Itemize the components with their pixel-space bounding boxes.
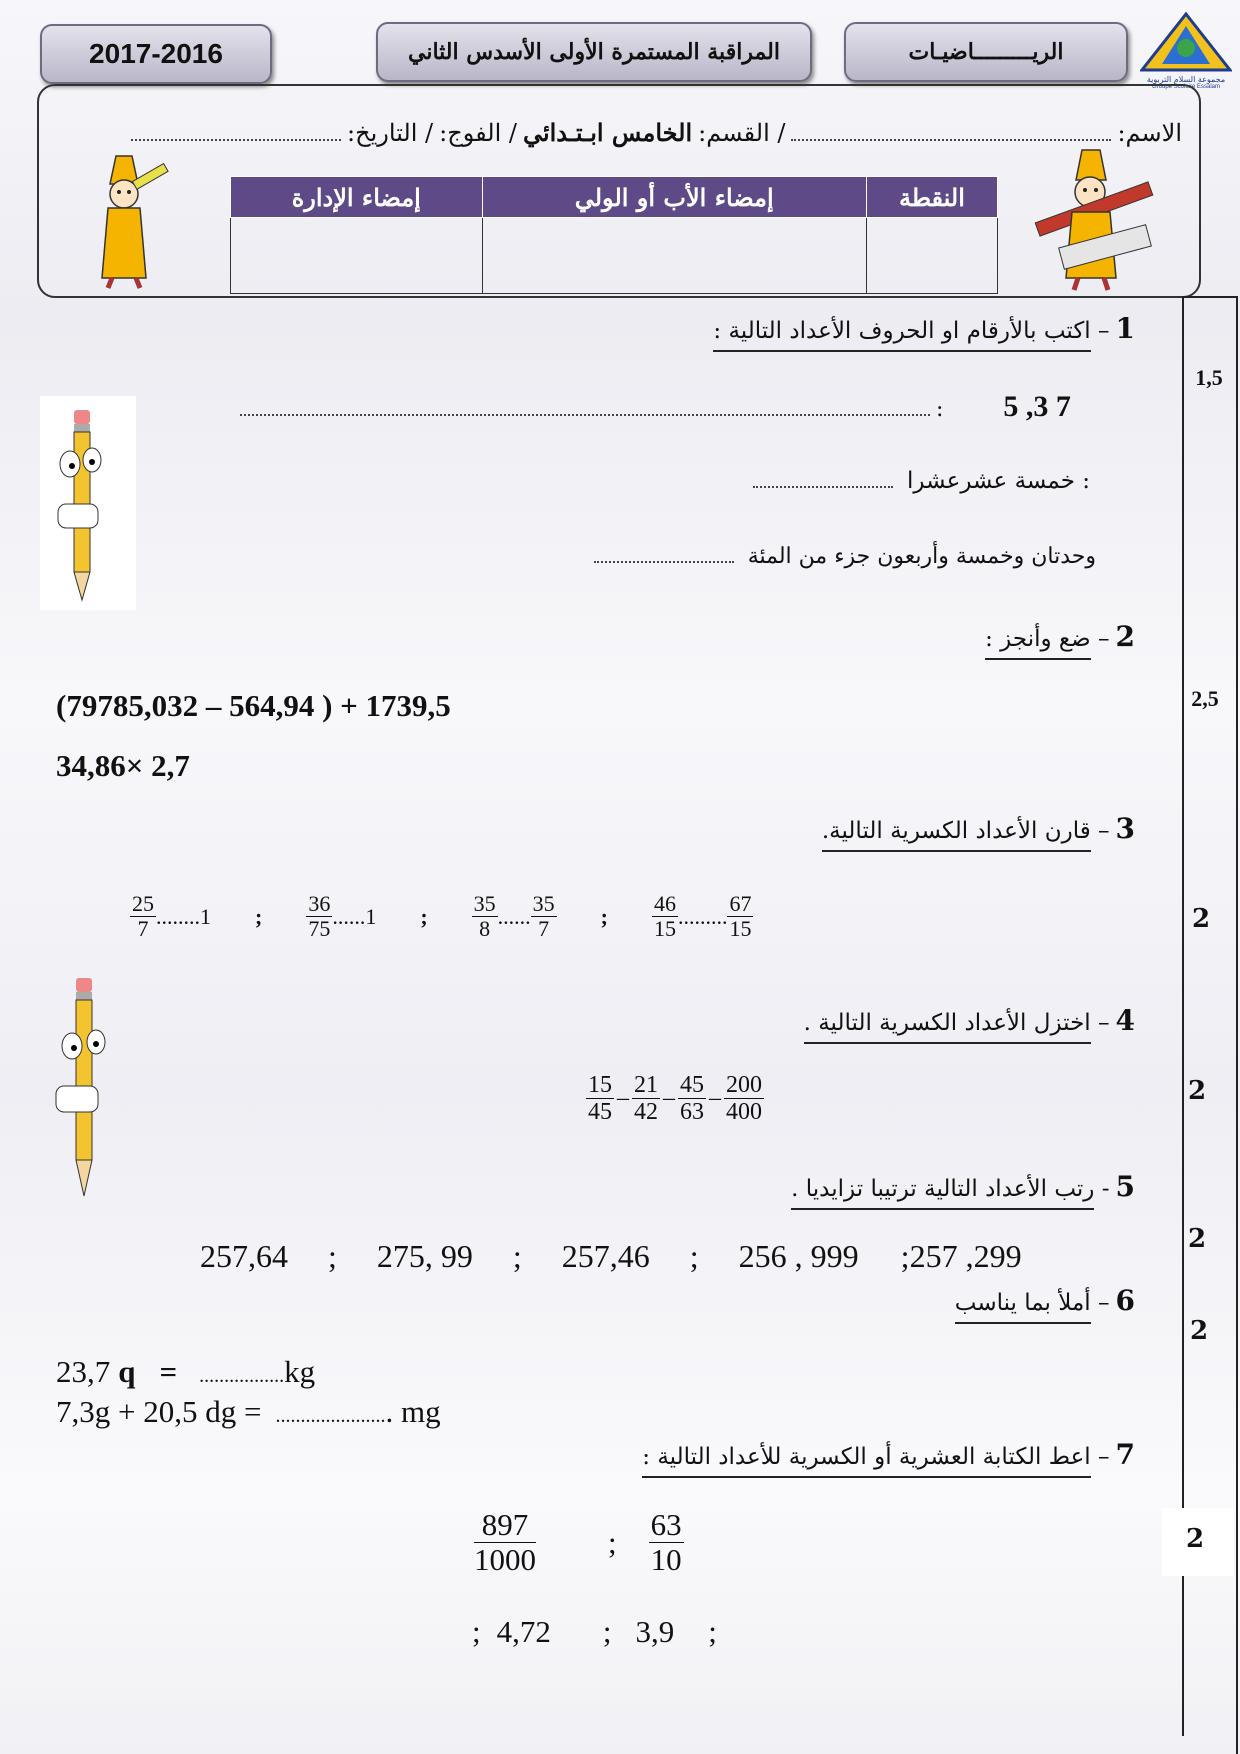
question-number: 6 [1115,1284,1135,1317]
fraction-denominator: 7 [137,916,149,942]
grade-cell[interactable] [866,218,997,294]
question-3: 3– قارن الأعداد الكسرية التالية. [822,812,1135,845]
fraction-denominator: 63 [680,1099,704,1126]
cartoon-student-pencil-icon [1030,146,1160,294]
points-q7: 2 [1185,1524,1205,1554]
question-number: 3 [1115,812,1135,845]
separator: ; [602,1614,612,1649]
points-q2: 2,5 [1191,686,1219,711]
q3-pair-3 [472,892,557,941]
q4-fractions [586,1072,764,1126]
question-7: 7– اعط الكتابة العشرية أو الكسرية للأعداد التالية : [642,1438,1135,1471]
number-item: 275, 99 [376,1238,473,1274]
fraction-denominator: 7 [538,916,550,942]
subject-title: الريـــــــــاضيـات [908,39,1064,65]
date-field[interactable] [131,139,341,141]
question-1: 1– اكتب بالأرقام او الحروف الأعداد التالية : [713,312,1135,345]
name-field[interactable] [791,139,1111,141]
q2-expression-1: (79785,032 – 564,94 ) + 1739,5 [56,688,451,723]
question-text: أملأ بما يناسب [955,1290,1091,1324]
q6-line1-target-unit: kg [284,1354,316,1389]
q6-line1-blank[interactable]: ................. [199,1365,285,1387]
question-number: 5 [1115,1170,1135,1203]
q1-item2-answer[interactable] [753,486,893,488]
points-q4: 2 [1187,1076,1207,1106]
pencil-character-icon [52,404,112,604]
separator: ; [689,1238,699,1274]
class-label: / القسم: [698,119,786,147]
q3-pair-4 [652,892,754,941]
question-number: 2 [1115,620,1135,653]
q6-line1-value: 23,7 [56,1354,111,1389]
fraction-numerator: 35 [473,891,496,916]
fraction-denominator: 10 [650,1542,682,1578]
admin-signature-header: إمضاء الإدارة [231,177,483,218]
fraction-numerator: 25 [132,891,154,916]
separator: ; [420,903,428,929]
separator: ; [608,1524,617,1560]
fraction-denominator: 400 [726,1099,762,1126]
question-text: اختزل الأعداد الكسرية التالية . [804,1010,1091,1044]
question-text: ضع وأنجز : [985,626,1091,660]
year-box [40,24,272,84]
points-q1: 1,5 [1195,365,1223,390]
fraction-denominator: 15 [653,916,676,942]
points-column-top [1182,296,1238,298]
q1-item1 [240,390,1080,424]
separator: – [663,1085,675,1112]
q1-item1-value: 5 ,3 7 [1003,390,1071,423]
fraction [724,1072,764,1126]
question-2: 2– ضع وأنجز : [985,620,1135,653]
question-text: قارن الأعداد الكسرية التالية. [822,818,1091,852]
decimal-item: 3,9 [635,1614,675,1649]
q1-item1-answer[interactable] [240,414,930,416]
separator: – [617,1085,629,1112]
number-item: 256 , 999 [738,1238,859,1274]
q1-item3-answer[interactable] [594,561,734,563]
decimal-item: 4,72 [496,1614,551,1649]
fraction-numerator: 897 [474,1508,537,1543]
question-number: 1 [1115,312,1135,345]
fraction-numerator: 21 [634,1072,658,1098]
school-logo [1140,12,1232,90]
exam-title: المراقبة المستمرة الأولى الأسدس الثاني [408,39,780,65]
q1-item3 [594,544,1096,569]
fraction-denominator: 8 [479,916,491,942]
exam-title-box [376,22,812,82]
comparison-value: 1 [200,903,211,929]
separator: ; [600,903,608,929]
cartoon-student-icon [82,150,172,290]
points-column-right [1236,296,1238,1754]
fraction-denominator: 45 [588,1099,612,1126]
points-q5: 2 [1187,1224,1207,1254]
separator: ; [708,1614,717,1649]
logo-caption: مجموعة السلام التربوية [1146,75,1226,84]
number-item: 257 ,299 [909,1238,1022,1274]
parent-signature-header: إمضاء الأب أو الولي [482,177,866,218]
fraction-numerator: 200 [726,1072,762,1098]
fraction [632,1072,660,1126]
pencil-character-icon-2 [50,976,110,1200]
separator: – [709,1085,721,1112]
date-label: / التاريخ: [347,119,434,147]
separator: ; [900,1238,910,1274]
q3-comparisons [130,892,753,941]
q3-pair-1 [130,892,211,941]
fraction-numerator: 35 [532,891,555,916]
q6-line-2 [56,1394,441,1430]
fraction [472,1508,538,1577]
class-value: الخامس ابـتـدائي [522,118,693,147]
comparison-blank[interactable]: ...... [497,903,531,929]
fraction [586,1072,614,1126]
comparison-value: 1 [365,903,377,929]
q1-item3-text: وحدتان وخمسة وأربعون جزء من المئة [747,544,1096,569]
q6-line2-target-unit: . mg [385,1394,441,1429]
q6-line2-blank[interactable]: ...................... [275,1405,386,1427]
fraction-denominator: 1000 [474,1542,536,1578]
fraction-numerator: 46 [653,891,676,916]
comparison-blank[interactable]: ........ [156,903,200,929]
logo-caption-en: Groupe Scolaire Essalam [1151,84,1221,90]
q5-numbers [200,1238,1022,1275]
q6-line1-eq: = [159,1354,178,1389]
question-number: 7 [1115,1438,1135,1471]
separator: ; [512,1238,522,1274]
comparison-blank[interactable]: ......... [677,903,728,929]
separator: ; [328,1238,337,1274]
fraction [678,1072,706,1126]
question-text: رتب الأعداد التالية ترتيبا تزايديا . [791,1176,1094,1210]
fraction-denominator: 15 [729,916,752,942]
student-info-line [92,118,1182,147]
fraction-denominator: 42 [634,1099,658,1126]
question-text: اكتب بالأرقام او الحروف الأعداد التالية : [713,318,1090,352]
q6-line1-unit: q [118,1354,136,1389]
q6-line2-expression: 7,3g + 20,5 dg = [56,1394,262,1429]
q1-item1-colon: : [936,397,944,422]
admin-signature-cell[interactable] [231,218,483,294]
q1-item2 [753,468,1090,494]
q3-pair-2 [306,892,376,941]
fraction-numerator: 63 [650,1507,682,1542]
fraction-denominator: 75 [308,916,331,942]
separator: ; [255,903,263,929]
group-label: / الفوج: [439,119,517,147]
subject-box [844,22,1128,82]
q7-decimals [472,1614,717,1650]
question-text: اعط الكتابة العشرية أو الكسرية للأعداد التالية : [642,1444,1090,1478]
q2-expression-2: 34,86× 2,7 [56,748,190,783]
question-4: 4– اختزل الأعداد الكسرية التالية . [804,1004,1135,1037]
number-item: 257,46 [561,1238,650,1274]
grade-table [230,176,998,294]
name-label: الاسم: [1117,119,1182,147]
q7-fractions [472,1508,684,1577]
points-q3: 2 [1191,904,1211,934]
year-text: 2017-2016 [89,38,223,69]
question-number: 4 [1115,1004,1135,1037]
parent-signature-cell[interactable] [482,218,866,294]
points-q6: 2 [1189,1316,1209,1346]
question-5: 5- رتب الأعداد التالية ترتيبا تزايديا . [791,1170,1135,1203]
fraction-numerator: 45 [680,1072,704,1098]
q1-item2-text: : خمسة عشرعشرا [907,468,1090,494]
fraction-numerator: 67 [729,891,752,916]
comparison-blank[interactable]: ...... [332,903,366,929]
fraction [649,1508,684,1577]
grade-col-header: النقطة [866,177,997,218]
fraction-numerator: 15 [588,1072,612,1098]
q6-line-1 [56,1354,315,1390]
fraction-numerator: 36 [308,891,331,916]
separator: ; [472,1614,481,1649]
number-item: 257,64 [200,1238,288,1274]
question-6: 6– أملأ بما يناسب [955,1284,1135,1317]
